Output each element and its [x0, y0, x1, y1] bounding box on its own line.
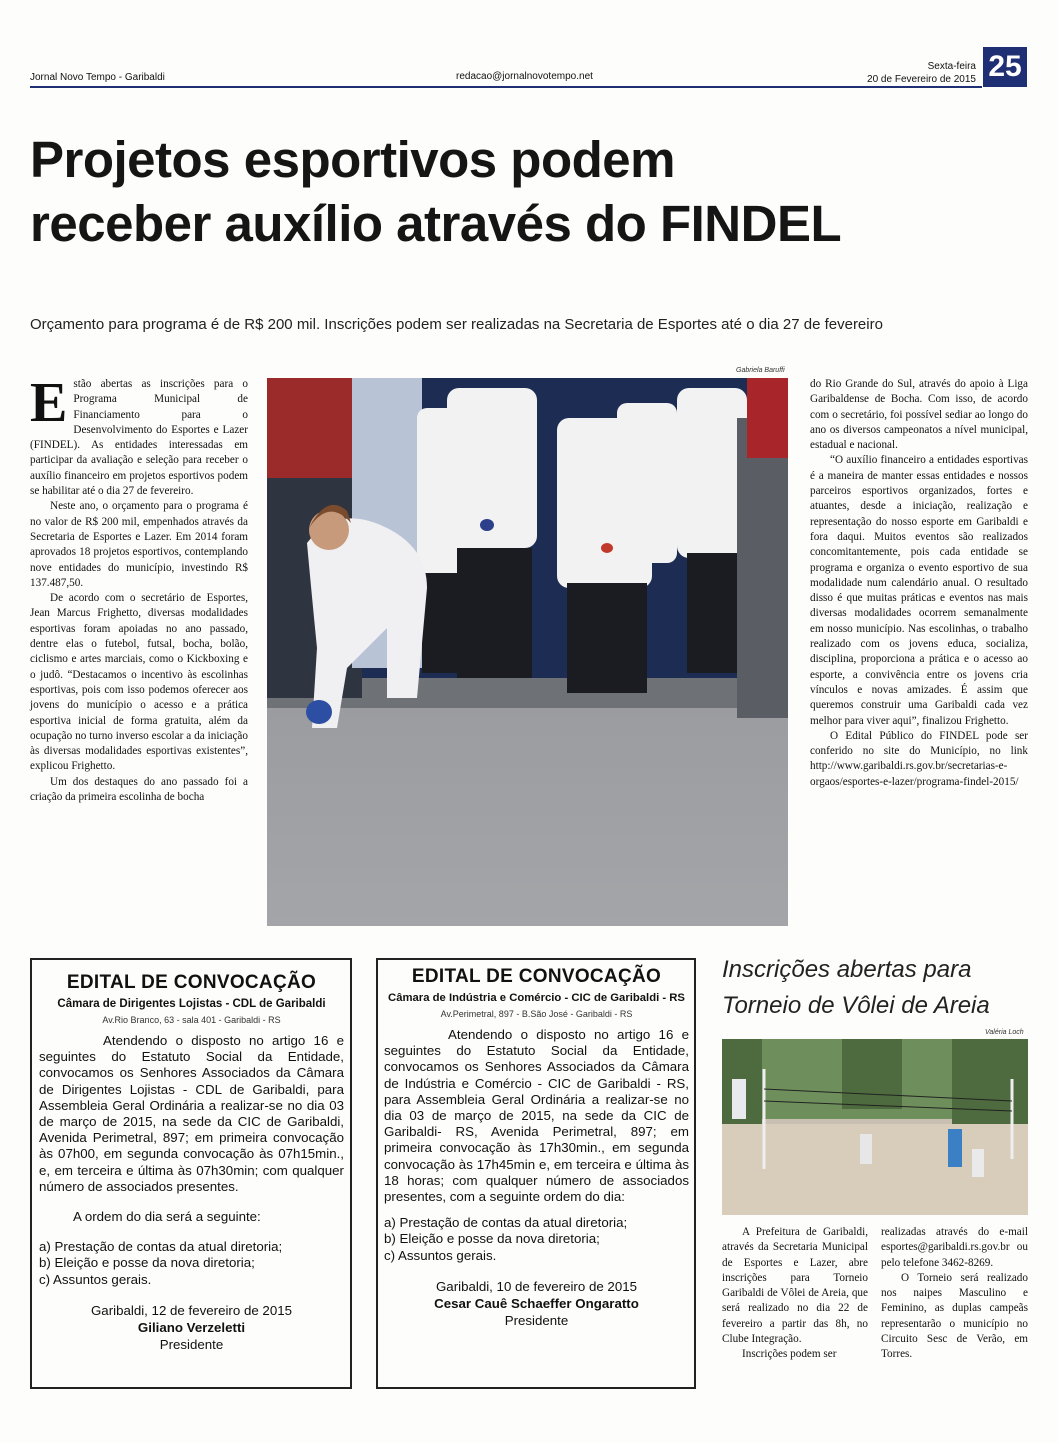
weekday: Sexta-feira: [927, 61, 976, 72]
agenda-item: a) Prestação de contas da atual diretoria;: [39, 1239, 283, 1255]
paragraph: Inscrições podem ser: [742, 1348, 837, 1361]
agenda-item: b) Eleição e posse da nova diretoria;: [39, 1255, 255, 1271]
paragraph: De acordo com o secretário de Esportes, Jean Marcus Frighetto, diversas modalidades esportivas foram apoiadas no ano passado, dentre elas o futebol, futsal, bocha, bolão, ciclismo e artes marciais, como o Kickboxing e o judô. “Destacamos o incentivo às escolinhas esportivas, pois com isso podemos oferecer aos jovens do município o acesso e a prática esportiva inicial de forma gratuita, além da ocupação no turno inverso escolar a da iniciação às diversas modalidades esportivas existentes”, explicou Frighetto.: [30, 592, 248, 773]
paragraph: Um dos destaques do ano passado foi a criação da primeira escolinha de bocha: [30, 775, 248, 804]
edital-cdl-box: [30, 958, 352, 1389]
issue-date: [867, 60, 976, 86]
agenda-intro: A ordem do dia será a seguinte:: [73, 1209, 261, 1225]
article-subhead: Orçamento para programa é de R$ 200 mil. Inscrições podem ser realizadas na Secretaria de Esportes até o dia 27 de fevereiro: [30, 316, 883, 333]
agenda-item: b) Eleição e posse da nova diretoria;: [384, 1231, 600, 1247]
beach-volleyball-photo: [722, 1039, 1028, 1215]
place-date: Garibaldi, 10 de fevereiro de 2015: [435, 1278, 638, 1294]
place-date: Garibaldi, 12 de fevereiro de 2015: [90, 1302, 293, 1318]
paragraph: O Torneio será realizado nos naipes Masculino e Feminino, as duplas campeãs representarão o município no Circuito Sesc de Verão, em Torres.: [881, 1271, 1028, 1361]
header-divider: [30, 86, 982, 88]
paragraph: A Prefeitura de Garibaldi, através da Secretaria Municipal de Esportes e Lazer, abre inscrições para Torneio Garibaldi de Vôlei de Areia, que será realizado no dia 22 de fevereiro a partir das 8h, no Clube Integração.: [722, 1226, 868, 1346]
headline-line-2: receber auxílio através do FINDEL: [30, 195, 842, 252]
edital-address: Av.Rio Branco, 63 - sala 401 - Garibaldi - RS: [102, 1015, 281, 1025]
paragraph: “O auxílio financeiro a entidades esportivas é a maneira de manter essas entidades e nossos parceiros esportivos organizados, fortes e atuantes, desde a iniciação, realização e representação do nosso esporte em Garibaldi e fora daqui. Muitos eventos são realizados concomitantemente, pois cada entidade se programa e organiza o evento esportivo de sua modalidade num calendário anual. O resultado disso é que muitas práticas e eventos nas mais diversas modalidades ocorrem semanalmente em nosso município. Nas escolinhas, o trabalho realizado com os jovens educa, socializa, disciplina, proporciona a prática e o acesso ao esporte, a convivência entre os jovens cria vínculos e novas amizades. É assim que queremos construir uma Garibaldi cada vez melhor para viver aqui”, finalizou Frighetto.: [810, 454, 1028, 727]
signer-name: Giliano Verzeletti: [137, 1319, 246, 1335]
paragraph: Estão abertas as inscrições para o Programa Municipal de Financiamento para o Desenvolvimento do Esportes e Lazer (FINDEL). As entidades interessadas em participar da avaliação e seleção para receber o auxílio financeiro em projetos esportivos podem se habilitar até o dia 27 de fevereiro.: [30, 372, 248, 498]
date: 20 de Fevereiro de 2015: [867, 74, 976, 85]
edital-title: EDITAL DE CONVOCAÇÃO: [411, 966, 662, 987]
article-column-3: [810, 377, 1028, 790]
agenda-list: [384, 1215, 689, 1264]
signature-block: [384, 1278, 689, 1329]
edital-address: Av.Perimetral, 897 - B.São José - Garibaldi - RS: [440, 1009, 633, 1019]
volei-column-1: [722, 1225, 868, 1363]
signer-name: Cesar Cauê Schaeffer Ongaratto: [434, 1295, 639, 1311]
volei-headline-line-1: Inscrições abertas para: [722, 956, 972, 983]
edital-body: Atendendo o disposto no artigo 16 e seguintes do Estatuto Social da Entidade, convocamos os Senhores Associados da Câmara de Indústria e Comércio - CIC de Garibaldi - RS, para Assembleia Geral Ordinária a realizar-se no dia 03 de março de 2015, na sede da CIC de Garibaldi- RS, Avenida Perimetral, 897; em primeira convocação às 17h30min., em segunda convocação às 17h45min e, em terceira e última às 18 horas; com qualquer número de associados presentes, com a seguinte ordem do dia:: [384, 1027, 689, 1205]
article-headline: [30, 128, 1010, 256]
signature-block: [39, 1302, 344, 1353]
edital-organization: Câmara de Dirigentes Lojistas - CDL de Garibaldi: [57, 998, 326, 1010]
dropcap: E: [30, 372, 68, 434]
volei-column-2: [881, 1225, 1028, 1363]
paragraph: O Edital Público do FINDEL pode ser conferido no site do Município, no link http://www.garibaldi.rs.gov.br/secretarias-e-orgaos/esportes-e-lazer/programa-findel-2015/: [810, 729, 1028, 788]
bocha-players-photo: [267, 378, 788, 926]
paragraph: do Rio Grande do Sul, através do apoio à Liga Garibaldense de Bocha. Com isso, de acordo com o secretário, foi possível sediar ao longo do ano os diversos campeonatos a nível municipal, estadual e nacional.: [810, 378, 1028, 452]
agenda-item: a) Prestação de contas da atual diretoria;: [384, 1215, 628, 1231]
headline-line-1: Projetos esportivos podem: [30, 131, 675, 188]
signer-role: Presidente: [159, 1336, 224, 1352]
signer-role: Presidente: [504, 1312, 569, 1328]
agenda-list: [39, 1239, 344, 1288]
newsroom-email[interactable]: redacao@jornalnovotempo.net: [456, 71, 593, 82]
edital-body: Atendendo o disposto no artigo 16 e seguintes do Estatuto Social da Entidade, convocamos os Senhores Associados da Câmara de Dirigentes Lojistas - CDL de Garibaldi, para Assembleia Geral Ordinária a realizar-se no dia 03 de março de 2015, na sede da CIC de Garibaldi, Avenida Perimetral, 897; em primeira convocação às 07h00, em segunda convocação às 07h15min., e, em terceira e última às 07h30min; com qualquer número de associados presentes.: [39, 1033, 344, 1194]
edital-title: EDITAL DE CONVOCAÇÃO: [66, 972, 317, 993]
volei-headline: [722, 952, 1042, 1024]
newspaper-name: Jornal Novo Tempo - Garibaldi: [30, 72, 165, 83]
paragraph: realizadas através do e-mail esportes@garibaldi.rs.gov.br ou pelo telefone 3462-8269.: [881, 1226, 1028, 1269]
article-column-1: [30, 372, 248, 805]
photo-credit: Gabriela Baruffi: [736, 367, 785, 374]
edital-cic-box: [376, 958, 696, 1389]
edital-organization: Câmara de Indústria e Comércio - CIC de Garibaldi - RS: [388, 992, 685, 1004]
agenda-item: c) Assuntos gerais.: [384, 1247, 497, 1263]
page-number: 25: [983, 47, 1027, 87]
paragraph: Neste ano, o orçamento para o programa é no valor de R$ 200 mil, empenhados através da Secretaria de Esportes e Lazer. Em 2014 foram aprovados 18 projetos esportivos, contemplando nove entidades do município, investindo R$ 137.487,50.: [30, 500, 248, 589]
volei-headline-line-2: Torneio de Vôlei de Areia: [722, 992, 990, 1019]
agenda-item: c) Assuntos gerais.: [39, 1271, 152, 1287]
photo-credit: Valéria Loch: [985, 1029, 1024, 1036]
